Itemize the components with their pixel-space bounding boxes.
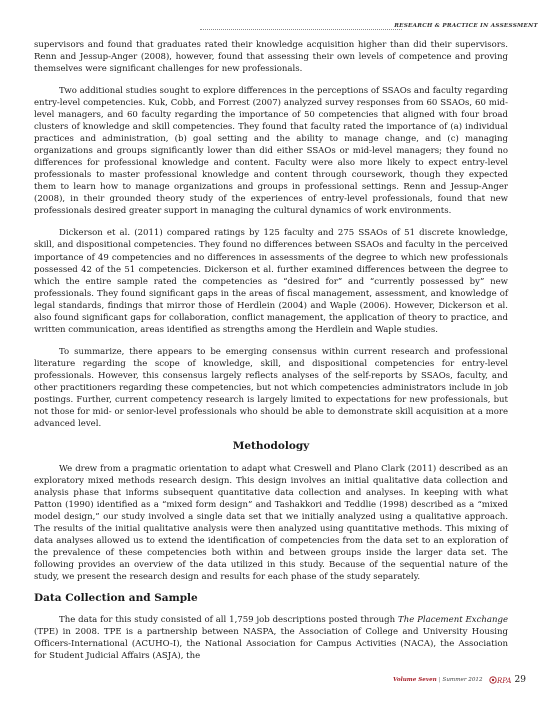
- rpa-logo-text: RPA: [496, 677, 511, 685]
- article-body: [34, 39, 508, 662]
- footer-volume: Volume Seven: [393, 677, 437, 683]
- running-head-title: RESEARCH & PRACTICE IN ASSESSMENT: [394, 23, 538, 29]
- running-head: [200, 23, 538, 33]
- paragraph-kuk-cobb-forrest: Two additional studies sought to explore differences in the perceptions of SSAOs and faculty regarding entry-level competencies. Kuk, Cobb, and Forrest (2007) analyzed survey responses from 60 SSAOs, 60 mid-level managers, and 60 faculty regarding the importance of 50 competencies that aligned with four broad clusters of knowledge and skill competencies. They found that faculty rated the importance of (a) individual practices and administration, (b) goal setting and the ability to manage change, and (c) managing organizations and groups significantly lower than did either SSAOs or mid-level managers; they found no differences for professional knowledge and content. Faculty were also more likely to expect entry-level professionals to master professional knowledge and content through coursework, though they expected them to learn how to manage organizations and groups in professional settings. Renn and Jessup-Anger (2008), in their grounded theory study of the experiences of entry-level professionals, found that new professionals desired greater support in managing the cultural dynamics of work environments.: [34, 86, 508, 217]
- placement-exchange-title: The Placement Exchange: [398, 615, 508, 626]
- paragraph-continued: supervisors and found that graduates rated their knowledge acquisition higher than did their supervisors. Renn and Jessup-Anger (2008), however, found that assessing their own levels of competence and proving themselves were significant challenges for new professionals.: [34, 40, 508, 75]
- page-number: 29: [514, 675, 526, 685]
- running-head-dotted-rule: [200, 29, 402, 30]
- footer-separator: |: [438, 677, 441, 683]
- rpa-logo-icon: [489, 673, 509, 687]
- paragraph-methodology: We drew from a pragmatic orientation to adapt what Creswell and Plano Clark (2011) described as an exploratory mixed methods research design. This design involves an initial qualitative data collection and analysis phase that informs subsequent quantitative data collection and analyses. In keeping with what Patton (1990) identified as a “mixed form design” and Tashakkori and Teddlie (1998) described as a “mixed model design,” our study involved a single data set that we initially analyzed using a qualitative approach. The results of the initial qualitative analysis were then analyzed using quantitative methods. This mixing of data analyses allowed us to extend the identification of competencies from the data set to an exploration of the prevalence of these competencies both within and between groups inside the larger data set. The following provides an overview of the data utilized in this study. Because of the sequential nature of the study, we present the research design and results for each phase of the study separately.: [34, 463, 508, 583]
- footer-date: Summer 2012: [442, 677, 483, 683]
- paragraph-data-text-b: (TPE) in 2008. TPE is a partnership between NASPA, the Association of College and University Housing Officers-International (ACUHO-I), the National Association for Campus Activities (NACA), the Association for Student Judicial Affairs (ASJA), the: [34, 627, 508, 662]
- paragraph-data-text-a: The data for this study consisted of all 1,759 job descriptions posted through: [59, 615, 398, 626]
- page-footer: [393, 673, 526, 687]
- paragraph-dickerson: Dickerson et al. (2011) compared ratings by 125 faculty and 275 SSAOs of 51 discrete knowledge, skill, and dispositional competencies. They found no differences between SSAOs and faculty in the perceived importance of 49 competencies and no differences in assessments of the degree to which new professionals possessed 42 of the 51 competencies. Dickerson et al. further examined differences between the degree to which the entire sample rated the competencies as “desired for” and “currently possessed by” new professionals. They found significant gaps in the areas of fiscal management, assessment, and knowledge of legal standards, findings that mirror those of Herdlein (2004) and Waple (2006). However, Dickerson et al. also found significant gaps for collaboration, conflict management, the application of theory to practice, and written communication, areas identified as strengths among the Herdlein and Waple studies.: [34, 228, 508, 335]
- heading-data-collection: Data Collection and Sample: [34, 592, 198, 605]
- footer-issue: [393, 677, 483, 683]
- paragraph-summary: To summarize, there appears to be emerging consensus within current research and professional literature regarding the scope of knowledge, skill, and dispositional competencies for entry-level professionals. However, this consensus largely reflects analyses of the self-reports by SSAOs, faculty, and other practitioners regarding these competencies, but not which competencies administrators include in job postings. Further, current competency research is largely limited to expectations for new professionals, but not those for mid- or senior-level professionals who should be able to demonstrate skill acquisition at a more advanced level.: [34, 346, 508, 429]
- paragraph-data-collection: [34, 614, 508, 662]
- heading-methodology: Methodology: [232, 439, 310, 452]
